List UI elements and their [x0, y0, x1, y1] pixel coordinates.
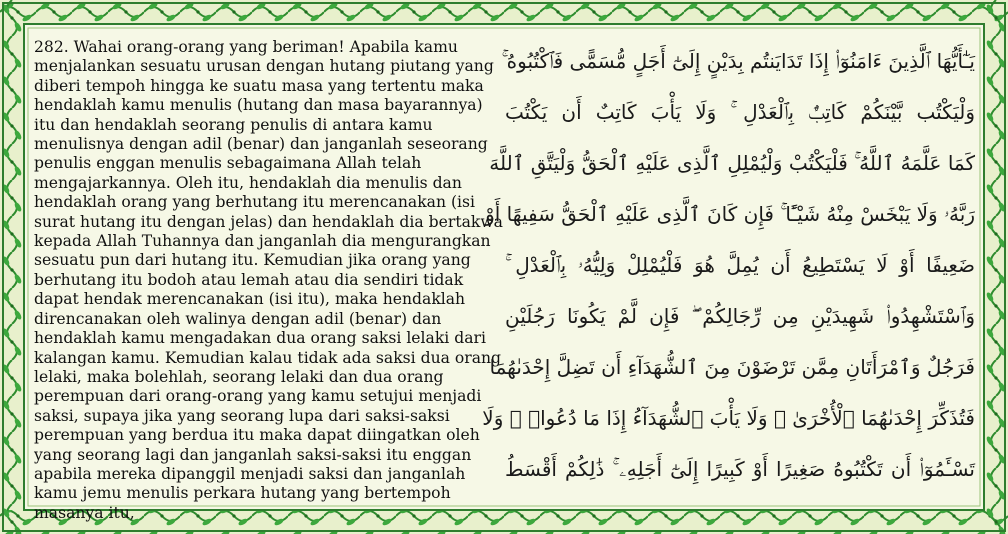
arabic-line: وَٱسْتَشْهِدُوا۟ شَهِيدَيْنِ مِن رِّجَالِكُمْ ۖ فَإِن لَّمْ يَكُونَا رَجُلَيْنِ — [505, 304, 975, 328]
arabic-line: فَتُذَكِّرَ إِحْدَىٰهُمَا ٱلْأُخْرَىٰ ۚ وَلَا يَأْبَ ٱلشُّهَدَآءُ إِذَا مَا دُعُوا۟ ۚ وَلَا — [482, 406, 975, 430]
arabic-line: كَمَا عَلَّمَهُ ٱللَّهُ ۚ فَلْيَكْتُبْ وَلْيُمْلِلِ ٱلَّذِى عَلَيْهِ ٱلْحَقُّ وَلْيَتَّقِ ٱللَّهَ — [489, 151, 975, 175]
arabic-line: فَرَجُلٌ وَٱمْرَأَتَانِ مِمَّن تَرْضَوْنَ مِنَ ٱلشُّهَدَآءِ أَن تَضِلَّ إِحْدَىٰهُمَا — [489, 355, 975, 379]
arabic-line: رَبَّهُۥ وَلَا يَبْخَسْ مِنْهُ شَيْـًٔا ۚ فَإِن كَانَ ٱلَّذِى عَلَيْهِ ٱلْحَقُّ سَفِيهًا أَوْ — [485, 202, 975, 226]
verse-translation: 282. Wahai orang-orang yang beriman! Apabila kamu menjalankan sesuatu urusan dengan hutang piutang yang diberi tempoh hingga ke suatu masa yang tertentu maka hendaklah kamu menulis (hutang dan masa bayarannya) itu dan hendaklah seorang penulis di antara kamu menulisnya dengan adil (benar) dan janganlah seseorang penulis enggan menulis sebagaimana Allah telah mengajarkannya. Oleh itu, hendaklah dia menulis dan hendaklah orang yang berhutang itu merencanakan (isi surat hutang itu dengan jelas) dan hendaklah dia bertakwa kepada Allah Tuhannya dan janganlah dia mengurangkan sesuatu pun dari hutang itu. Kemudian jika orang yang berhutang itu bodoh atau lemah atau dia sendiri tidak dapat hendak merencanakan (isi itu), maka hendaklah direncanakan oleh walinya dengan adil (benar) dan hendaklah kamu mengadakan dua orang saksi lelaki dari kalangan kamu. Kemudian kalau tidak ada saksi dua orang lelaki, maka bolehlah, seorang lelaki dan dua orang perempuan dari orang-orang yang kamu setujui menjadi saksi, supaya jika yang seorang lupa dari saksi-saksi perempuan yang berdua itu maka dapat diingatkan oleh yang seorang lagi dan janganlah saksi-saksi itu enggan apabila mereka dipanggil menjadi saksi dan janganlah kamu jemu menulis perkara hutang yang bertempoh masanya itu, — [34, 38, 503, 522]
arabic-line: وَلْيَكْتُب بَّيْنَكُمْ كَاتِبٌۢ بِٱلْعَدْلِ ۚ وَلَا يَأْبَ كَاتِبٌ أَن يَكْتُبَ — [505, 100, 975, 124]
arabic-line: يَـٰٓأَيُّهَا ٱلَّذِينَ ءَامَنُوٓا۟ إِذَا تَدَايَنتُم بِدَيْنٍ إِلَىٰٓ أَجَلٍ مُّسَمًّى فَٱكْتُبُوهُ ۚ — [501, 49, 975, 73]
arabic-line: ضَعِيفًا أَوْ لَا يَسْتَطِيعُ أَن يُمِلَّ هُوَ فَلْيُمْلِلْ وَلِيُّهُۥ بِٱلْعَدْلِ ۚ — [505, 253, 975, 277]
arabic-line: تَسْـَٔمُوٓا۟ أَن تَكْتُبُوهُ صَغِيرًا أَوْ كَبِيرًا إِلَىٰٓ أَجَلِهِۦ ۚ ذَٰلِكُمْ أَقْسَطُ — [505, 457, 975, 481]
arabic-verse-text — [482, 36, 975, 498]
